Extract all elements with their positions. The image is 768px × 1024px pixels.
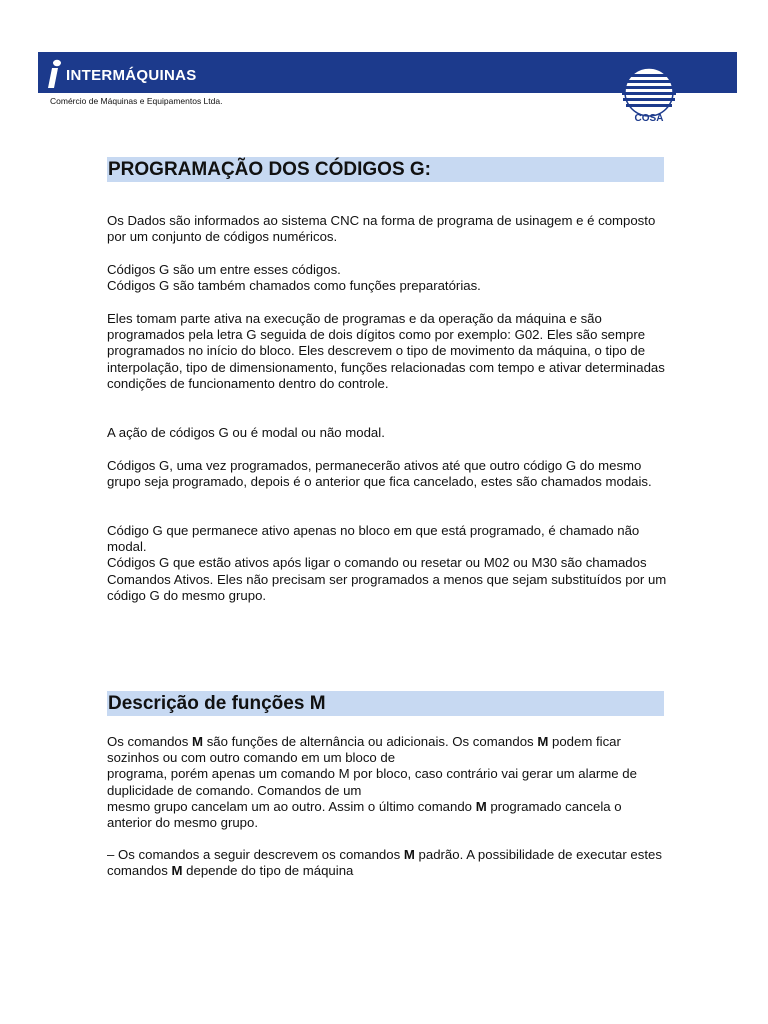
section-heading-text: Descrição de funções M — [108, 693, 326, 714]
text-run: são funções de alternância ou adicionais. Os comandos — [203, 734, 538, 749]
section-heading-text: PROGRAMAÇÃO DOS CÓDIGOS G: — [108, 159, 432, 180]
text-run: podem ficar sozinhos ou com outro comando em um bloco de — [107, 734, 621, 766]
section-heading-g-codes — [107, 157, 664, 182]
bold-code: M — [403, 847, 415, 862]
text-run: Os comandos — [107, 734, 193, 749]
text-run: padrão. A possibilidade de executar estes comandos — [107, 847, 662, 879]
text-run: – Os comandos a seguir descrevem os comandos — [107, 847, 404, 862]
text-run: programado cancela o anterior do mesmo grupo. — [107, 798, 622, 831]
paragraph: A ação de códigos G ou é modal ou não modal. — [107, 425, 385, 440]
bold-code: M — [192, 734, 204, 749]
paragraph-line: Códigos G são um entre esses códigos. — [107, 262, 341, 277]
cosa-label: COSA — [634, 113, 664, 124]
paragraph-line: Código G que permanece ativo apenas no bloco em que está programado, é chamado não modal. — [107, 523, 640, 555]
bold-code: M — [475, 798, 487, 814]
paragraph — [107, 262, 667, 294]
paragraph — [107, 523, 667, 604]
bold-code: M — [171, 863, 183, 879]
cosa-logo-icon — [620, 66, 678, 124]
text-run: mesmo grupo cancelam um ao outro. Assim o último comando — [107, 798, 476, 814]
paragraph: Os Dados são informados ao sistema CNC na forma de programa de usinagem e é composto por um conjunto de códigos numéricos. — [107, 213, 656, 245]
brand-subtitle: Comércio de Máquinas e Equipamentos Ltda. — [50, 96, 223, 106]
paragraph — [107, 847, 667, 879]
paragraph-line: Códigos G são também chamados como funções preparatórias. — [107, 278, 481, 294]
bold-code: M — [537, 734, 549, 749]
text-run: programa, porém apenas um comando M por bloco, caso contrário vai gerar um alarme de duplicidade de comando. Comandos de um — [107, 766, 637, 798]
paragraph: Eles tomam parte ativa na execução de programas e da operação da máquina e são programados pela letra G seguida de dois dígitos como por exemplo: G02. Eles são sempre programados no início do bloco. Eles descrevem o tipo de movimento da máquina, o tipo de interpolação, tipo de dimensionamento, funções relacionadas com tempo e ativar determinadas condições de funcionamento dentro do controle. — [107, 311, 665, 391]
text-run: depende do tipo de máquina — [182, 863, 354, 879]
paragraph: Códigos G, uma vez programados, permanecerão ativos até que outro código G do mesmo grupo seja programado, depois é o anterior que fica cancelado, estes são chamados modais. — [107, 458, 652, 490]
section-heading-m-functions — [107, 691, 664, 716]
brand-name: INTERMÁQUINAS — [66, 67, 197, 84]
paragraph-line: Códigos G que estão ativos após ligar o comando ou resetar ou M02 ou M30 são chamados Comandos Ativos. Eles não precisam ser programados a menos que sejam substituídos por um código G do mesmo grupo. — [107, 555, 667, 603]
paragraph — [107, 734, 667, 831]
intermaquinas-logo-icon — [44, 58, 66, 90]
